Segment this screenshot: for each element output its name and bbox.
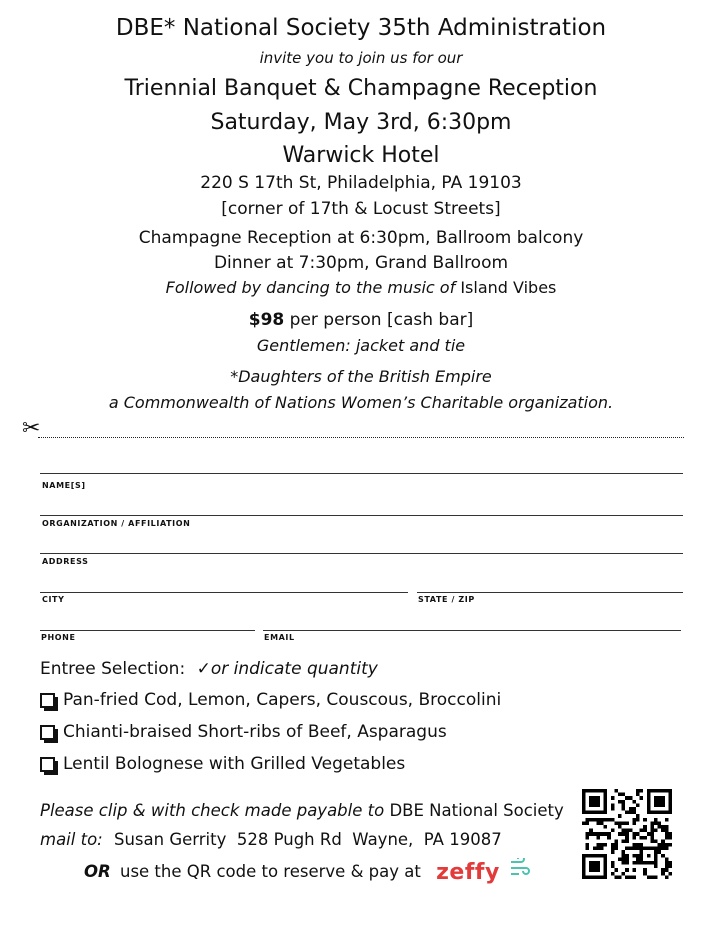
entree-hint: ✓or indicate quantity	[196, 659, 378, 679]
venue-corner: [corner of 17th & Locust Streets]	[221, 199, 501, 219]
mail-to-label: mail to:	[40, 830, 103, 849]
band-name: Island Vibes	[460, 278, 557, 297]
phone-line[interactable]	[40, 630, 255, 631]
checkbox-icon[interactable]	[40, 757, 55, 772]
recipient-address: Susan Gerrity 528 Pugh Rd Wayne, PA 19087	[113, 830, 502, 849]
state-zip-label: STATE / ZIP	[418, 595, 475, 604]
price-suffix: per person [cash bar]	[289, 310, 474, 330]
entree-option-label: Lentil Bolognese with Grilled Vegetables	[63, 754, 406, 774]
names-line[interactable]	[40, 473, 683, 474]
entree-option-label: Chianti-braised Short-ribs of Beef, Asparagus	[63, 722, 447, 742]
dinner-time: Dinner at 7:30pm, Grand Ballroom	[213, 253, 509, 273]
qr-code-icon[interactable]	[582, 789, 672, 879]
address-line[interactable]	[40, 553, 683, 554]
address-label: ADDRESS	[42, 557, 89, 566]
city-label: CITY	[42, 595, 65, 604]
mail-to-line	[40, 830, 502, 849]
venue-address: 220 S 17th St, Philadelphia, PA 19103	[200, 173, 522, 193]
society-title: DBE* National Society 35th Administration	[115, 15, 607, 41]
zeffy-link[interactable]: zeffy	[436, 860, 500, 885]
price: $98	[248, 310, 285, 330]
organization-label: ORGANIZATION / AFFILIATION	[42, 519, 191, 528]
entree-heading	[40, 659, 378, 679]
qr-instructions: use the QR code to reserve & pay at	[119, 862, 421, 881]
checkbox-icon[interactable]	[40, 693, 55, 708]
scissors-icon: ✂	[22, 416, 41, 441]
qr-line	[84, 858, 531, 885]
city-line[interactable]	[40, 592, 408, 593]
entree-option-label: Pan-fried Cod, Lemon, Capers, Couscous, Broccolini	[63, 690, 502, 710]
dancing-line	[0, 278, 722, 297]
cut-line	[38, 437, 684, 438]
entree-option-short-ribs[interactable]	[40, 722, 447, 742]
checkbox-icon[interactable]	[40, 725, 55, 740]
organization-line[interactable]	[40, 515, 683, 516]
payee: DBE National Society	[389, 801, 564, 820]
footnote-line-1: *Daughters of the British Empire	[230, 367, 492, 386]
entree-heading-label: Entree Selection:	[40, 659, 186, 679]
entree-option-bolognese[interactable]	[40, 754, 405, 774]
email-line[interactable]	[263, 630, 681, 631]
invite-line: invite you to join us for our	[259, 49, 463, 67]
names-label: NAME[S]	[42, 481, 86, 490]
event-date: Saturday, May 3rd, 6:30pm	[210, 110, 512, 135]
zeffy-logo-icon	[509, 858, 531, 878]
phone-label: PHONE	[41, 633, 76, 642]
dress-code: Gentlemen: jacket and tie	[256, 336, 466, 355]
state-zip-line[interactable]	[417, 592, 683, 593]
venue-name: Warwick Hotel	[282, 143, 440, 168]
reception-time: Champagne Reception at 6:30pm, Ballroom balcony	[138, 228, 584, 248]
or-label: OR	[84, 862, 111, 881]
footnote-line-2: a Commonwealth of Nations Women’s Charitable organization.	[108, 393, 614, 412]
entree-option-cod[interactable]	[40, 690, 501, 710]
clip-text: Please clip & with check made payable to	[40, 801, 385, 820]
event-title: Triennial Banquet & Champagne Reception	[124, 76, 598, 101]
clip-instructions	[40, 801, 564, 820]
email-label: EMAIL	[264, 633, 295, 642]
price-line	[0, 310, 722, 330]
dancing-prefix: Followed by dancing to the music of	[165, 278, 456, 297]
